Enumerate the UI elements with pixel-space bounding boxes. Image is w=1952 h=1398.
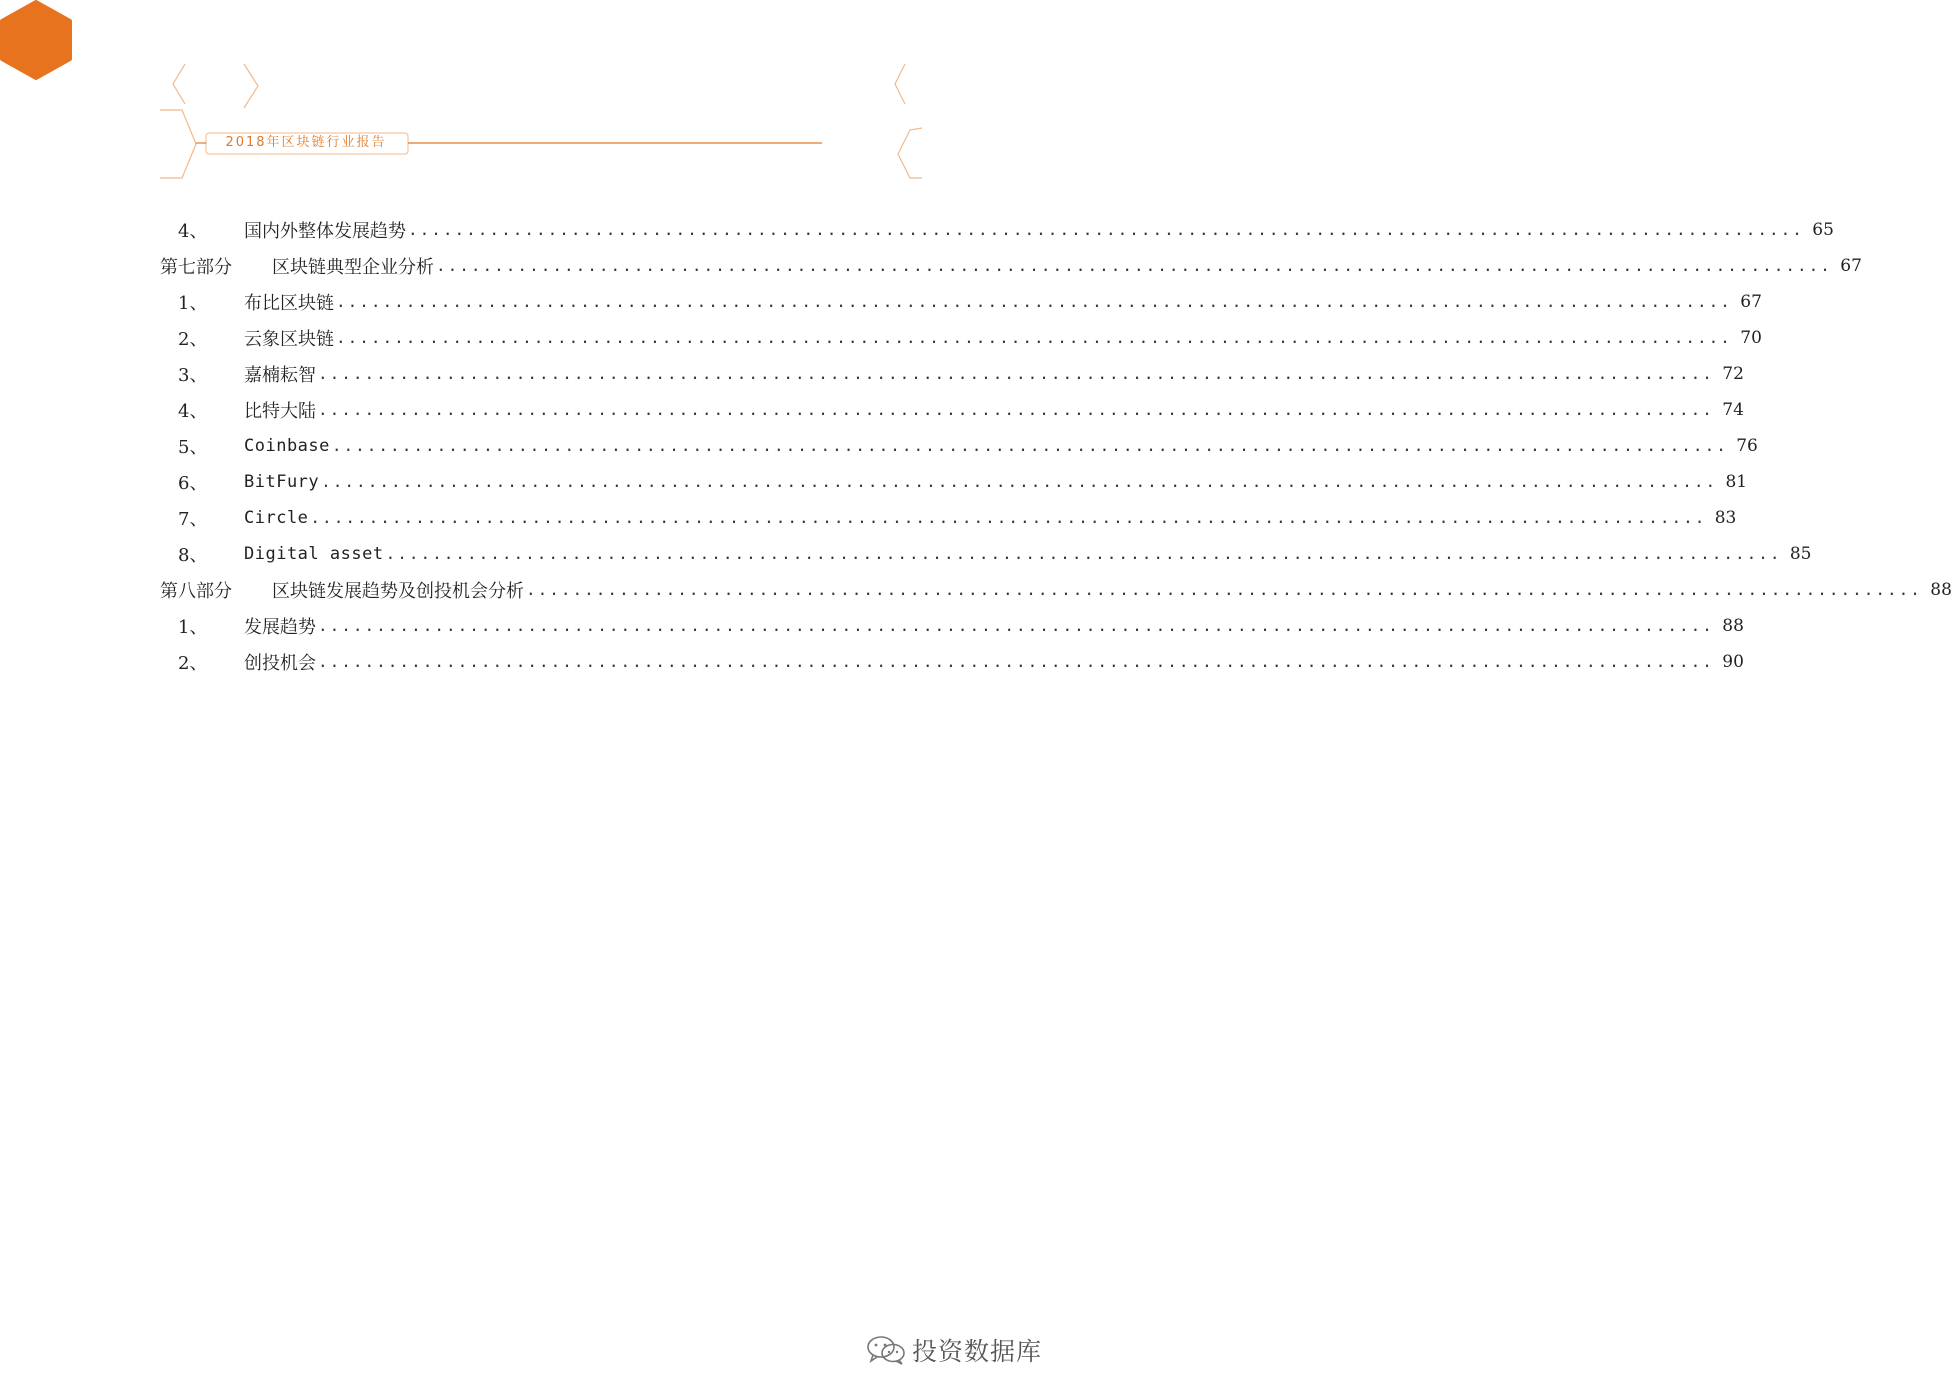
- toc-page-number: 72: [1722, 364, 1744, 384]
- toc-number: 2、: [178, 653, 208, 674]
- toc-title: 国内外整体发展趋势: [244, 221, 406, 242]
- watermark: [866, 1330, 1042, 1370]
- toc-title: 创投机会: [244, 653, 316, 674]
- toc-number: 8、: [178, 545, 208, 566]
- toc-title: 云象区块链: [244, 329, 334, 350]
- report-title: 2018年区块链行业报告: [225, 135, 387, 150]
- toc-number: 第八部分: [160, 581, 232, 602]
- toc-title: 区块链发展趋势及创投机会分析: [272, 581, 524, 602]
- header-decoration: [0, 0, 1080, 200]
- toc-item-row: [160, 500, 1737, 536]
- toc-title: 区块链典型企业分析: [272, 257, 434, 278]
- toc-part-row: [160, 572, 1952, 608]
- toc-number: 1、: [178, 617, 208, 638]
- toc-page-number: 90: [1722, 652, 1744, 672]
- toc-item-row: [160, 356, 1744, 392]
- toc-item-row: [160, 464, 1748, 500]
- toc-leader-dots: ........................................................................................................................: [318, 616, 1714, 635]
- toc-leader-dots: ........................................................................................................................: [526, 580, 1922, 599]
- toc-item-row: [160, 608, 1744, 644]
- toc-title: 嘉楠耘智: [244, 365, 316, 386]
- page-header: [0, 0, 1080, 200]
- toc-leader-dots: ........................................................................................................................: [318, 364, 1714, 383]
- toc-leader-dots: ........................................................................................................................: [385, 544, 1782, 563]
- toc-title: Circle: [244, 508, 309, 528]
- wechat-icon: [866, 1334, 906, 1366]
- toc-number: 第七部分: [160, 257, 232, 278]
- toc-part-row: [160, 248, 1862, 284]
- toc-title: Coinbase: [244, 436, 330, 456]
- toc-page-number: 67: [1740, 292, 1762, 312]
- toc-item-row: [160, 536, 1812, 572]
- toc-item-row: [160, 392, 1744, 428]
- toc-title: Digital asset: [244, 544, 384, 564]
- toc-title: BitFury: [244, 472, 320, 492]
- toc-leader-dots: ........................................................................................................................: [318, 652, 1714, 671]
- toc-leader-dots: ........................................................................................................................: [336, 292, 1732, 311]
- toc-leader-dots: ........................................................................................................................: [336, 328, 1732, 347]
- toc-item-row: [160, 212, 1834, 248]
- watermark-text: 投资数据库: [912, 1337, 1043, 1366]
- toc-number: 4、: [178, 401, 208, 422]
- logo-text: 创业邦: [828, 132, 883, 154]
- toc-item-row: [160, 644, 1744, 680]
- toc-number: 3、: [178, 365, 208, 386]
- toc-number: 6、: [178, 473, 208, 494]
- toc-page-number: 85: [1789, 544, 1812, 564]
- toc-title: 比特大陆: [244, 401, 316, 422]
- toc-leader-dots: ........................................................................................................................: [408, 220, 1804, 239]
- toc-page-number: 81: [1725, 472, 1748, 492]
- toc-page-number: 70: [1740, 328, 1762, 348]
- toc-item-row: [160, 284, 1762, 320]
- toc-page-number: 88: [1722, 616, 1744, 636]
- toc-title: 布比区块链: [244, 293, 334, 314]
- toc-page-number: 74: [1722, 400, 1744, 420]
- toc-item-row: [160, 428, 1758, 464]
- toc-title: 发展趋势: [244, 617, 316, 638]
- toc-leader-dots: ........................................................................................................................: [318, 400, 1714, 419]
- toc-item-row: [160, 320, 1762, 356]
- toc-leader-dots: ........................................................................................................................: [331, 436, 1728, 455]
- toc-number: 5、: [178, 437, 208, 458]
- toc-page-number: 67: [1840, 256, 1862, 276]
- toc-page-number: 88: [1930, 580, 1952, 600]
- toc-page-number: 83: [1714, 508, 1737, 528]
- toc-leader-dots: ........................................................................................................................: [436, 256, 1832, 275]
- toc-leader-dots: ........................................................................................................................: [321, 472, 1718, 491]
- toc-number: 2、: [178, 329, 208, 350]
- toc-leader-dots: ........................................................................................................................: [310, 508, 1707, 527]
- logo-subtext: CYZONE: [839, 153, 873, 159]
- toc-number: 1、: [178, 293, 208, 314]
- cyzone-logo: [0, 0, 72, 80]
- toc-page-number: 76: [1736, 436, 1758, 456]
- table-of-contents: [160, 212, 1952, 680]
- toc-number: 7、: [178, 509, 208, 530]
- toc-page-number: 65: [1812, 220, 1834, 240]
- toc-number: 4、: [178, 221, 208, 242]
